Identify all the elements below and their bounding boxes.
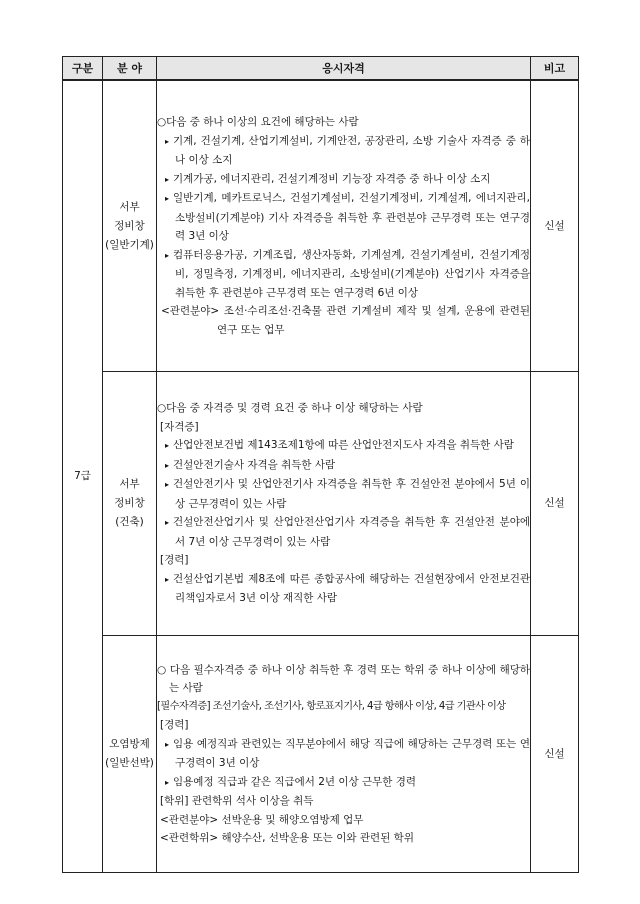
field-label-line: 서부 [119,478,140,490]
remarks-cell: 신설 [531,372,579,636]
bullet-item [157,456,530,476]
triangle-bullet-icon: ▸ [165,174,170,184]
bullet-item [157,246,530,303]
field-label-line: (일반선박) [105,757,154,769]
requirement-line: <관련분야> 선박운용 및 해양오염방제 업무 [160,813,364,826]
requirement-heading: ○다음 중 자격증 및 경력 요건 중 하나 이상 해당하는 사람 [157,402,423,415]
qualification-table [62,56,579,873]
requirement-line: [학위] 관련학위 석사 이상을 취득 [160,795,314,807]
bullet-item [157,475,530,513]
field-cell [103,372,157,636]
field-label-line: 정비창 [114,497,145,509]
field-label-line: 서부 [119,200,140,213]
bullet-text: 임용예정 직급과 같은 직급에서 2년 이상 근무한 경력 [173,775,417,788]
header-qualification: 응시자격 [157,57,531,81]
header-field: 분 야 [103,57,157,81]
table-row [63,636,579,873]
bullet-item [157,132,530,170]
field-label-line: 오염방제 [109,738,150,750]
bullet-item [157,570,530,608]
bullet-text: 컴퓨터응용가공, 기계조립, 생산자동화, 기계설계, 건설기계설비, 건설기계정비, 정밀측정, 기계정비, 에너지관리, 소방설비(기계분야) 산업기사 자격증을 취득한 후 관련분야 근무경력 또는 연구경력 6년 이상 [173,248,530,299]
bullet-item [157,170,530,190]
bullet-item [157,773,530,793]
field-label-line: (건축) [115,516,144,528]
bullet-text: 임용 예정직과 관련있는 직무분야에서 해당 직급에 해당하는 근무경력 또는 연구경력이 3년 이상 [173,737,530,769]
triangle-bullet-icon: ▸ [165,441,170,451]
triangle-bullet-icon: ▸ [165,194,170,203]
bullet-text: 일반기계, 메카트로닉스, 건설기계설비, 건설기계정비, 기계설계, 에너지관리, 소방설비(기계분야) 기사 자격증을 취득한 후 관련분야 근무경력 또는 연구경력 3년 이상 [173,192,530,242]
bullet-item [157,513,530,551]
bullet-text: 건설안전기사 및 산업안전기사 자격증을 취득한 후 건설안전 분야에서 5년 이상 근무경력이 있는 사람 [173,478,530,510]
qualification-cell [157,80,531,372]
grade-cell: 7급 [63,80,103,873]
triangle-bullet-icon: ▸ [165,574,170,584]
header-remarks: 비고 [531,57,579,81]
bullet-item [157,189,530,246]
header-category: 구분 [63,57,103,81]
field-label-line: (일반기계) [105,238,154,251]
requirement-heading: ○ 다음 필수자격증 중 하나 이상 취득한 후 경력 또는 학위 중 하나 이상에 해당하는 사람 [157,663,530,694]
triangle-bullet-icon: ▸ [165,136,170,146]
requirement-line: [경력] [160,719,189,731]
bullet-text: 기계가공, 에너지관리, 건설기계정비 기능장 자격증 중 하나 이상 소지 [173,172,491,185]
bullet-text: 산업안전보건법 제143조제1항에 따른 산업안전지도사 자격을 취득한 사람 [173,439,514,452]
triangle-bullet-icon: ▸ [165,250,170,260]
requirement-line: <관련분야> 조선·수리조선·건축물 관련 기계설비 제작 및 설계, 운용에 관련된 연구 또는 업무 [161,305,530,336]
table-row [63,372,579,636]
triangle-bullet-icon: ▸ [165,739,170,749]
triangle-bullet-icon: ▸ [165,777,170,787]
triangle-bullet-icon: ▸ [165,460,170,470]
table-row [63,80,579,372]
bullet-text: 건설안전산업기사 및 산업안전산업기사 자격증을 취득한 후 건설안전 분야에서 7년 이상 근무경력이 있는 사람 [173,516,530,548]
field-cell [103,80,157,372]
remarks-cell: 신설 [531,636,579,873]
requirement-line: [경력] [160,554,189,567]
bullet-item [157,735,530,773]
bullet-text: 기계, 건설기계, 산업기계설비, 기계안전, 공장관리, 소방 기술사 자격증 중 하나 이상 소지 [173,134,530,166]
bullet-text: 건설산업기본법 제8조에 따른 종합공사에 해당하는 건설현장에서 안전보건관리책임자로서 3년 이상 재직한 사람 [173,572,530,605]
requirement-line: [자격증] [160,420,199,433]
triangle-bullet-icon: ▸ [165,480,170,490]
requirement-heading: ○다음 중 하나 이상의 요건에 해당하는 사람 [157,116,359,128]
requirement-line: [필수자격증] 조선기술사, 조선기사, 항로표지기사, 4급 항해사 이상, 4급 기관사 이상 [157,700,506,712]
field-cell [103,636,157,873]
requirement-line: <관련학위> 해양수산, 선박운용 또는 이와 관련된 학위 [160,832,414,844]
qualification-cell [157,372,531,636]
field-label-line: 정비창 [114,219,145,232]
remarks-cell: 신설 [531,80,579,372]
qualification-cell [157,636,531,873]
bullet-text: 건설안전기술사 자격을 취득한 사람 [173,458,336,471]
triangle-bullet-icon: ▸ [165,518,170,528]
bullet-item [157,436,530,456]
table-header-row [63,57,579,81]
